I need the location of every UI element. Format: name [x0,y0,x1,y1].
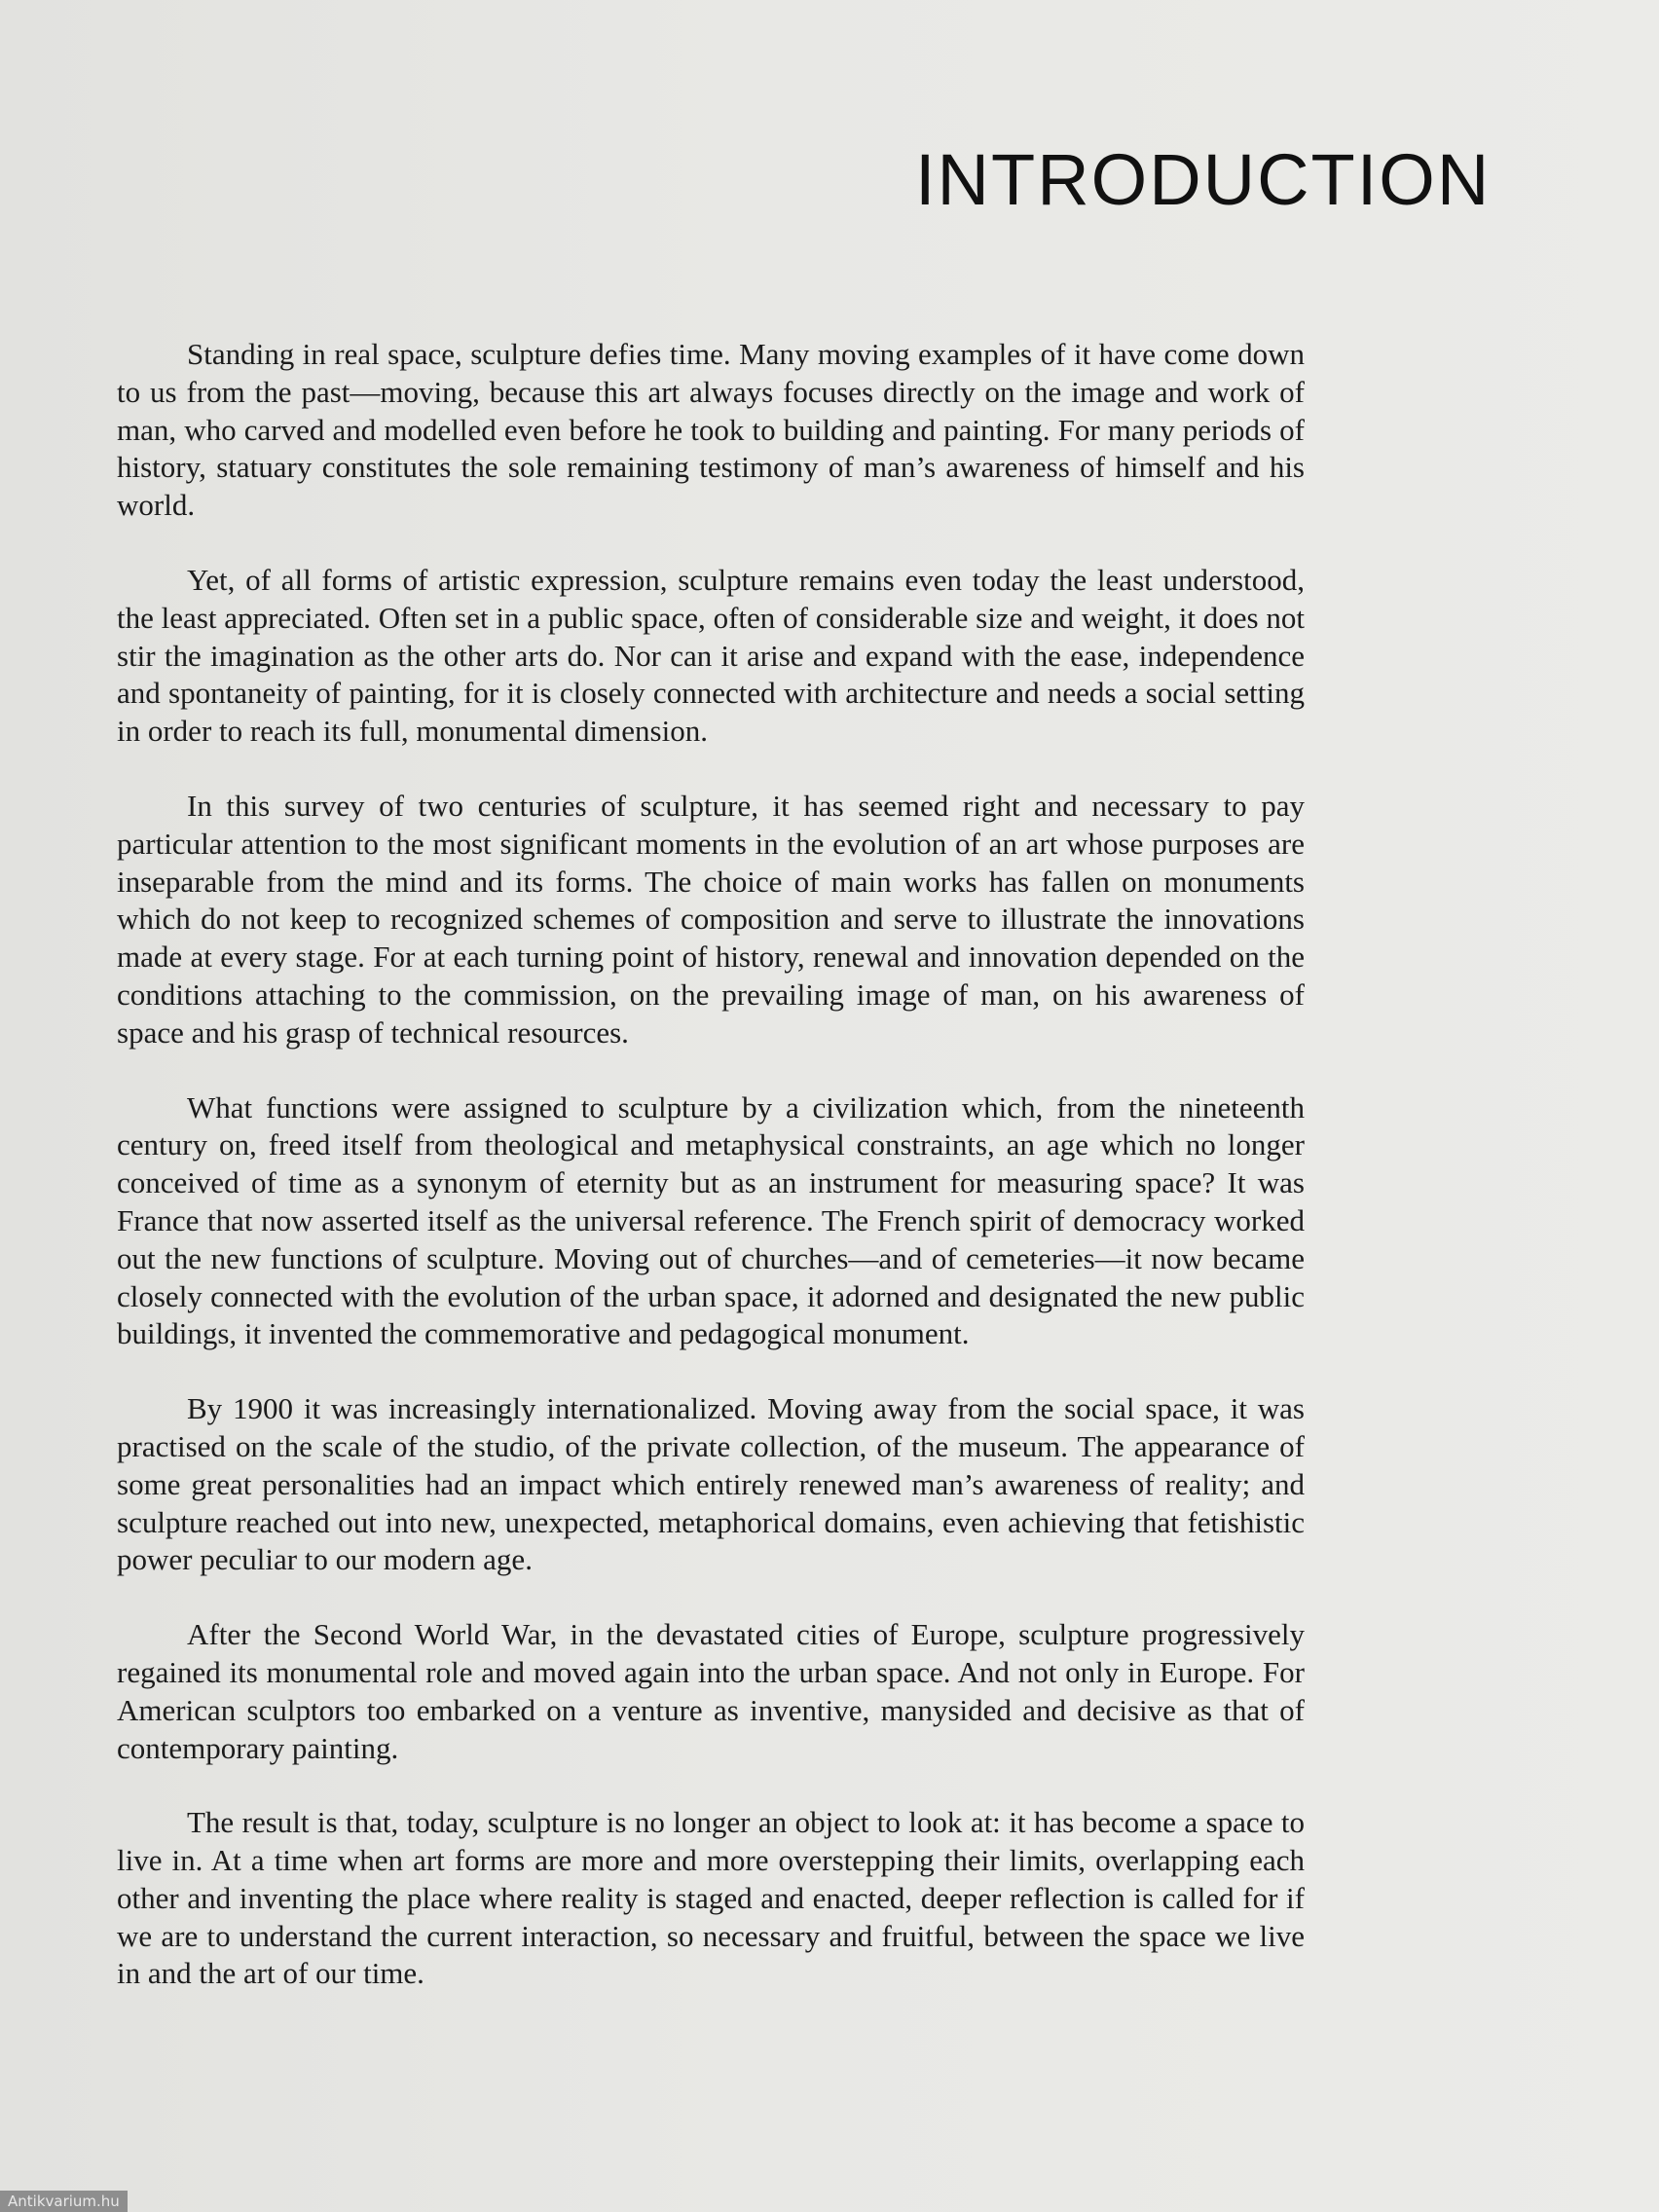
paragraph-1: Standing in real space, sculpture defies time. Many moving examples of it have come down to us from the past—moving, because this art always focuses directly on the image and work of man, who carved and modelled even before he took to building and painting. For many periods of history, statuary constitutes the sole remaining testimony of man’s awareness of himself and his world. [117,337,1305,523]
paragraph-5: By 1900 it was increasingly internationalized. Moving away from the social space, it was practised on the scale of the studio, of the private collection, of the museum. The appearance of some great personalities had an impact which entirely renewed man’s awareness of reality; and sculpture reached out into new, unexpected, metaphorical domains, even achieving that fetishistic power peculiar to our modern age. [117,1391,1305,1577]
paragraph-2: Yet, of all forms of artistic expression, sculpture remains even today the least understood, the least appreciated. Often set in a public space, often of considerable size and weight, it does not stir the imagination as the other arts do. Nor can it arise and expand with the ease, independence and spontaneity of painting, for it is closely connected with architecture and needs a social setting in order to reach its full, monumental dimension. [117,562,1305,749]
page-title: INTRODUCTION [915,138,1492,220]
paragraph-3: In this survey of two centuries of sculpture, it has seemed right and necessary to pay particular attention to the most significant moments in the evolution of an art whose purposes are inseparable from the mind and its forms. The choice of main works has fallen on monuments which do not keep to recognized schemes of composition and serve to illustrate the innovations made at every stage. For at each turning point of history, renewal and innovation depended on the conditions attaching to the commission, on the prevailing image of man, on his awareness of space and his grasp of technical resources. [117,788,1305,1050]
paragraph-6: After the Second World War, in the devastated cities of Europe, sculpture progressively regained its monumental role and moved again into the urban space. And not only in Europe. For American sculptors too embarked on a venture as inventive, manysided and decisive as that of contemporary painting. [117,1617,1305,1765]
paragraph-4: What functions were assigned to sculpture by a civilization which, from the nineteenth century on, freed itself from theological and metaphysical constraints, an age which no longer conceived of time as a synonym of eternity but as an instrument for measuring space? It was France that now asserted itself as the universal reference. The French spirit of democracy worked out the new functions of sculpture. Moving out of churches—and of cemeteries—it now became closely connected with the evolution of the urban space, it adorned and designated the new public buildings, it invented the commemorative and pedagogical monument. [117,1089,1305,1351]
watermark: Antikvarium.hu [0,2191,128,2212]
paragraph-7: The result is that, today, sculpture is no longer an object to look at: it has become a space to live in. At a time when art forms are more and more overstepping their limits, overlapping each other and inventing the place where reality is staged and enacted, deeper reflection is called for if we are to understand the current interaction, so necessary and fruitful, between the space we live in and the art of our time. [117,1805,1305,1991]
introduction-body [117,336,1305,2030]
